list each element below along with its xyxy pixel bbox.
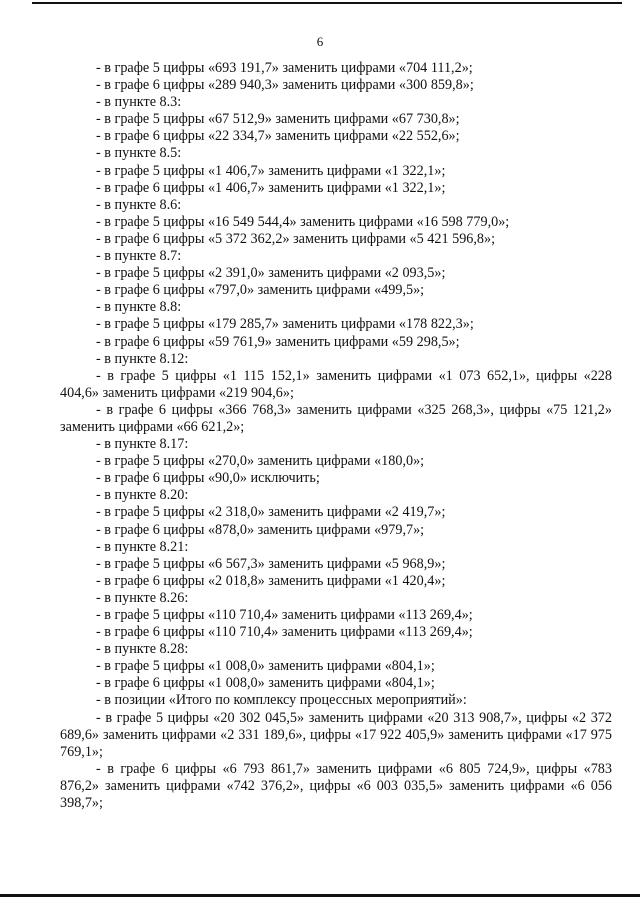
text-line: - в графе 5 цифры «6 567,3» заменить цифрами «5 968,9»;	[96, 555, 446, 572]
text-line: - в графе 6 цифры «5 372 362,2» заменить цифрами «5 421 596,8»;	[96, 230, 496, 247]
bottom-border-line	[0, 894, 640, 897]
text-line: - в пункте 8.17:	[96, 436, 189, 453]
top-border-line	[32, 2, 622, 4]
text-line: - в графе 5 цифры «270,0» заменить цифрами «180,0»;	[96, 453, 425, 470]
text-line: - в графе 5 цифры «2 391,0» заменить цифрами «2 093,5»;	[96, 265, 446, 282]
text-line: - в пункте 8.20:	[96, 487, 189, 504]
text-paragraph: - в графе 5 цифры «20 302 045,5» заменить цифрами «20 313 908,7», цифры «2 372 689,6» заменить цифрами «2 331 189,6», цифры «17 922 405,9» заменить цифрами «17 975 769,1»;	[60, 709, 612, 760]
text-line: - в графе 5 цифры «67 512,9» заменить цифрами «67 730,8»;	[96, 111, 460, 128]
text-line: - в графе 6 цифры «797,0» заменить цифрами «499,5»;	[96, 282, 425, 299]
text-line: - в графе 6 цифры «878,0» заменить цифрами «979,7»;	[96, 521, 425, 538]
text-line: - в графе 6 цифры «110 710,4» заменить цифрами «113 269,4»;	[96, 624, 473, 641]
text-line: - в графе 6 цифры «90,0» исключить;	[96, 470, 320, 487]
text-line: - в графе 5 цифры «2 318,0» заменить цифрами «2 419,7»;	[96, 504, 446, 521]
document-body	[60, 60, 612, 812]
text-paragraph: - в графе 5 цифры «1 115 152,1» заменить цифрами «1 073 652,1», цифры «228 404,6» заменить цифрами «219 904,6»;	[60, 367, 612, 401]
text-line: - в графе 5 цифры «1 008,0» заменить цифрами «804,1»;	[96, 658, 435, 675]
text-line: - в пункте 8.21:	[96, 538, 189, 555]
text-line: - в графе 5 цифры «1 406,7» заменить цифрами «1 322,1»;	[96, 162, 446, 179]
text-line: - в графе 6 цифры «1 008,0» заменить цифрами «804,1»;	[96, 675, 435, 692]
text-line: - в графе 5 цифры «693 191,7» заменить цифрами «704 111,2»;	[96, 60, 473, 76]
text-paragraph: - в графе 6 цифры «6 793 861,7» заменить цифрами «6 805 724,9», цифры «783 876,2» заменить цифрами «742 376,2», цифры «6 003 035,5» заменить цифрами «6 056 398,7»;	[60, 760, 612, 812]
page-number: 6	[316, 34, 324, 49]
text-line: - в пункте 8.8:	[96, 299, 182, 316]
text-line: - в пункте 8.26:	[96, 589, 189, 606]
text-line: - в графе 6 цифры «1 406,7» заменить цифрами «1 322,1»;	[96, 179, 446, 196]
text-line: - в пункте 8.5:	[96, 145, 182, 162]
text-line: - в пункте 8.7:	[96, 248, 182, 265]
text-line: - в графе 6 цифры «22 334,7» заменить цифрами «22 552,6»;	[96, 128, 460, 145]
text-paragraph: - в графе 6 цифры «366 768,3» заменить цифрами «325 268,3», цифры «75 121,2» заменить цифрами «66 621,2»;	[60, 401, 612, 435]
text-line: - в пункте 8.28:	[96, 641, 189, 658]
text-line: - в пункте 8.12:	[96, 350, 189, 367]
text-line: - в графе 5 цифры «16 549 544,4» заменить цифрами «16 598 779,0»;	[96, 213, 510, 230]
text-line: - в позиции «Итого по комплексу процессных мероприятий»:	[96, 692, 467, 709]
text-line: - в пункте 8.6:	[96, 196, 182, 213]
text-line: - в пункте 8.3:	[96, 94, 182, 111]
text-line: - в графе 6 цифры «2 018,8» заменить цифрами «1 420,4»;	[96, 572, 446, 589]
text-line: - в графе 5 цифры «110 710,4» заменить цифрами «113 269,4»;	[96, 607, 473, 623]
text-line: - в графе 6 цифры «59 761,9» заменить цифрами «59 298,5»;	[96, 333, 460, 350]
text-line: - в графе 6 цифры «289 940,3» заменить цифрами «300 859,8»;	[96, 77, 474, 94]
text-line: - в графе 5 цифры «179 285,7» заменить цифрами «178 822,3»;	[96, 316, 474, 333]
